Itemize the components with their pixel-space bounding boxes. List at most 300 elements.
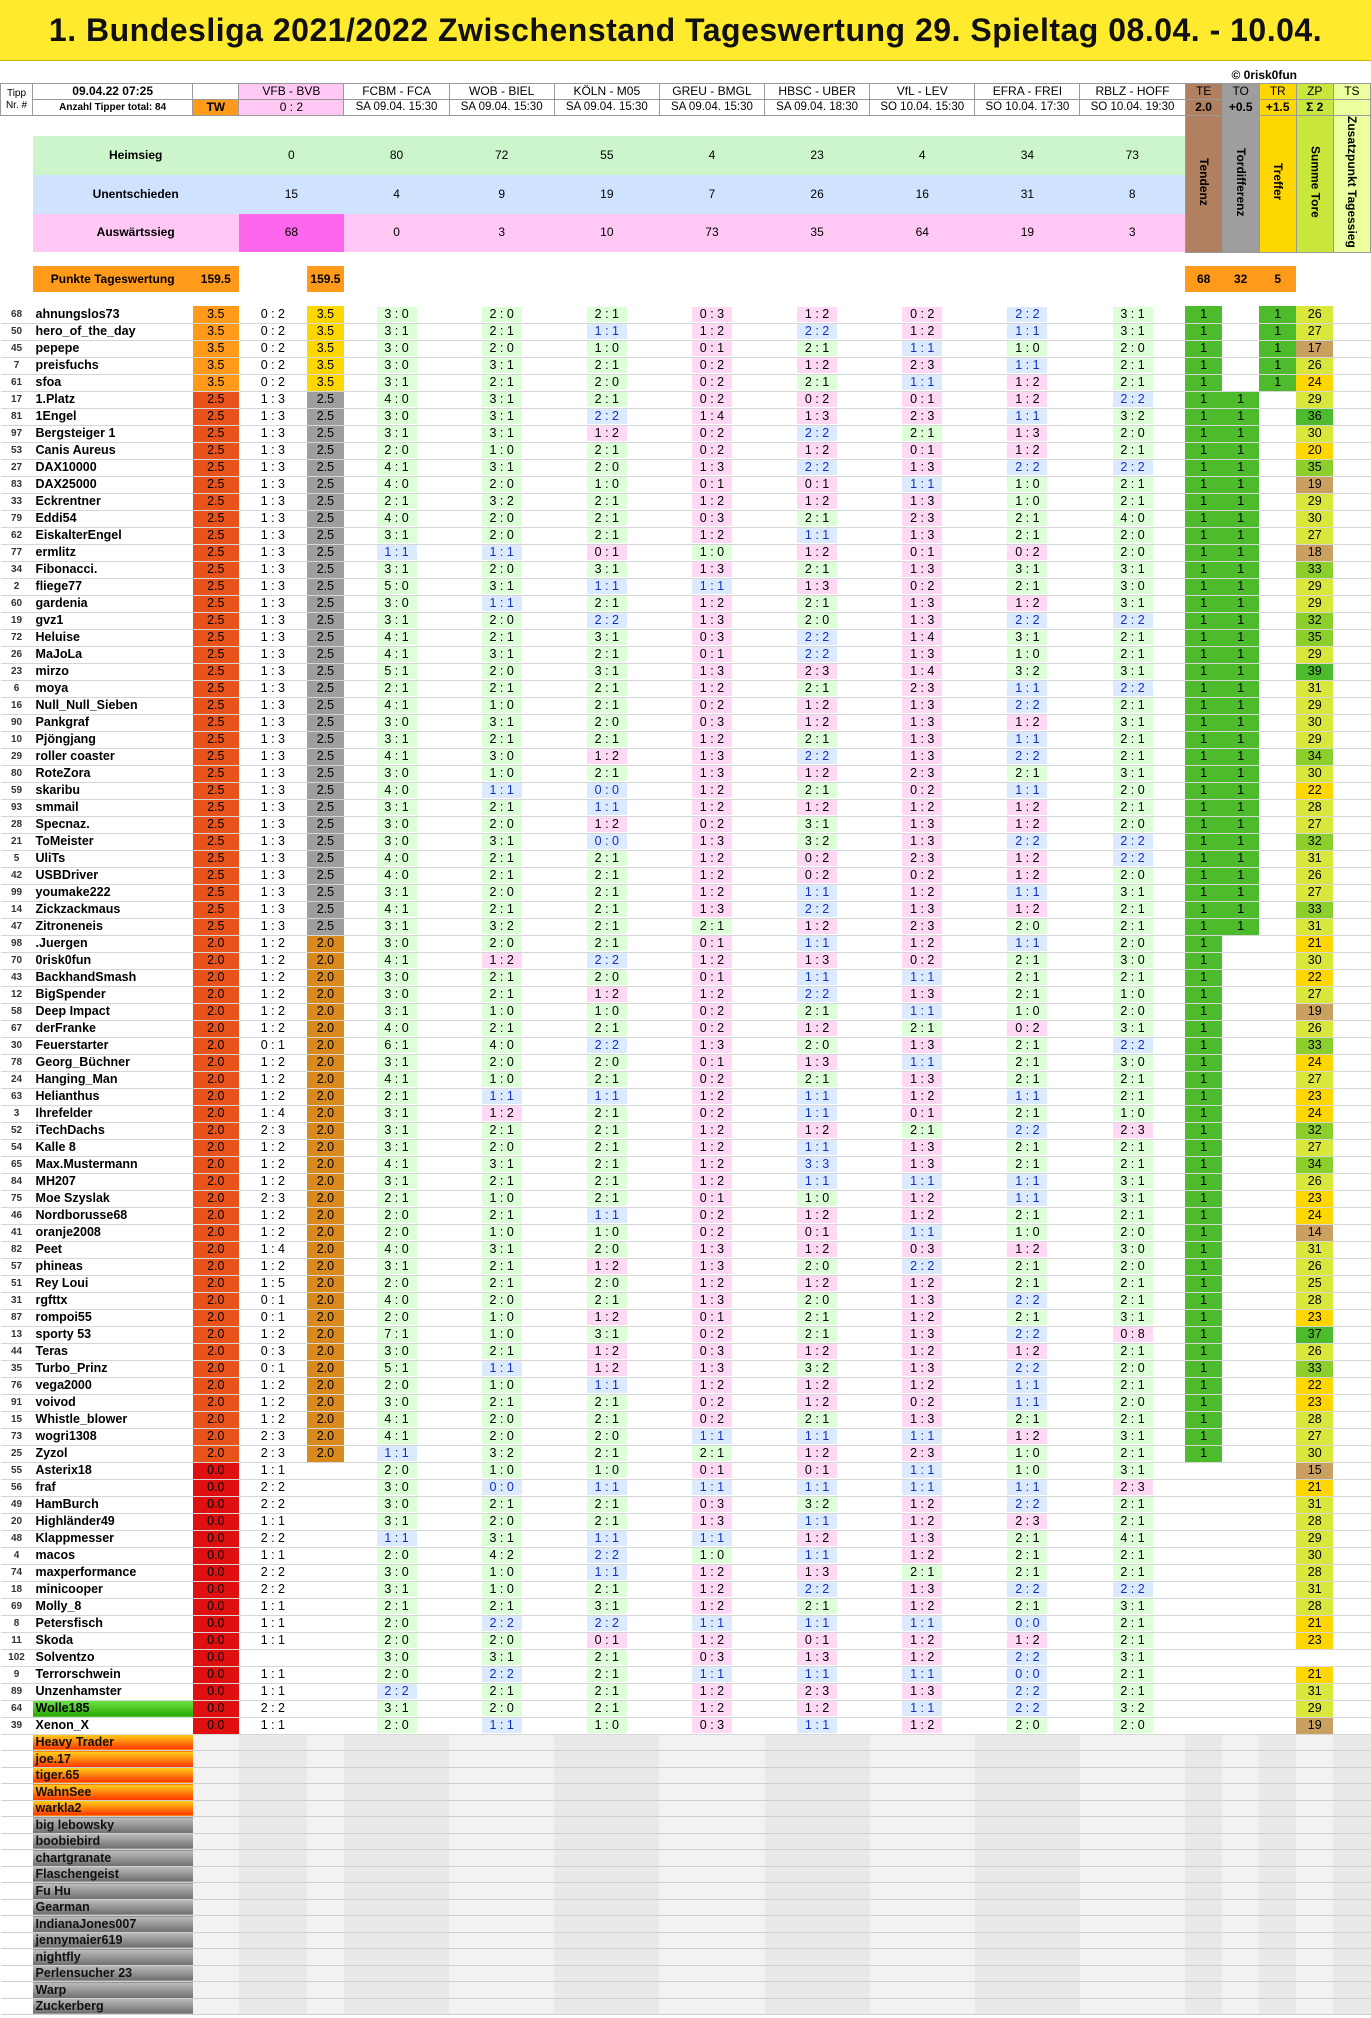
te-point [1185, 1717, 1222, 1734]
tip-value: 2 : 3 [902, 851, 942, 866]
tip-vfb-bvb-points: 2.0 [307, 952, 344, 969]
tip-cell [1080, 1513, 1185, 1530]
tip-cell [659, 1428, 764, 1445]
tip-cell [765, 459, 870, 476]
player-name: Terrorschwein [33, 1666, 193, 1683]
tr-point [1259, 1020, 1296, 1037]
player-points: 2.0 [193, 1003, 239, 1020]
tip-value: 2 : 1 [1007, 1140, 1047, 1155]
ts-point [1333, 459, 1370, 476]
te-point: 1 [1185, 340, 1222, 357]
to-point [1222, 1037, 1259, 1054]
tip-cell [344, 1258, 449, 1275]
te-point: 1 [1185, 1088, 1222, 1105]
tip-cell [659, 1462, 764, 1479]
tip-value: 2 : 3 [797, 1684, 837, 1699]
tip-value: 3 : 1 [377, 375, 417, 390]
tip-value: 4 : 1 [377, 647, 417, 662]
tip-vfb-bvb: 1 : 4 [239, 1241, 307, 1258]
zp-sum: 20 [1296, 442, 1333, 459]
tip-cell [870, 544, 975, 561]
tip-cell [449, 544, 554, 561]
tip-value: 2 : 1 [482, 868, 522, 883]
tipp-number: 76 [1, 1377, 33, 1394]
player-points: 0.0 [193, 1564, 239, 1581]
tip-value: 2 : 2 [797, 426, 837, 441]
tip-value: 1 : 3 [902, 460, 942, 475]
tip-value: 1 : 1 [1007, 732, 1047, 747]
player-row [1, 1003, 1371, 1020]
tip-cell [975, 578, 1080, 595]
ts-point [1333, 918, 1370, 935]
tip-cell [765, 1173, 870, 1190]
home-count: 0 [239, 136, 344, 175]
tipp-number: 68 [1, 306, 33, 323]
tip-value: 2 : 1 [482, 681, 522, 696]
te-point: 1 [1185, 1139, 1222, 1156]
tip-cell [554, 1411, 659, 1428]
tip-value: 0 : 8 [1113, 1327, 1153, 1342]
tip-value: 1 : 3 [902, 732, 942, 747]
player-name: EiskalterEngel [33, 527, 193, 544]
tip-cell [344, 1071, 449, 1088]
tip-vfb-bvb-points: 2.5 [307, 663, 344, 680]
tipp-number: 69 [1, 1598, 33, 1615]
tip-value: 3 : 0 [377, 817, 417, 832]
tip-cell [870, 357, 975, 374]
tip-value: 2 : 1 [1113, 1446, 1153, 1461]
tip-cell [659, 561, 764, 578]
tip-cell [659, 1360, 764, 1377]
game-label: FCBM - FCA [344, 84, 449, 100]
tip-cell [870, 408, 975, 425]
tip-value: 1 : 2 [797, 1123, 837, 1138]
tip-value: 0 : 1 [797, 1633, 837, 1648]
player-row [1, 527, 1371, 544]
away-count: 68 [239, 214, 344, 253]
tip-cell [975, 527, 1080, 544]
tip-value: 3 : 1 [377, 885, 417, 900]
tip-value: 1 : 2 [1007, 851, 1047, 866]
tip-cell [659, 714, 764, 731]
player-row [1, 1071, 1371, 1088]
tip-value: 2 : 1 [1113, 1684, 1153, 1699]
tr-point [1259, 1615, 1296, 1632]
tip-value: 1 : 2 [902, 324, 942, 339]
match-time: SO 10.04. 19:30 [1080, 100, 1185, 116]
tip-value: 1 : 3 [902, 834, 942, 849]
player-row [1, 1326, 1371, 1343]
player-points: 2.0 [193, 986, 239, 1003]
player-name: ahnungslos73 [33, 306, 193, 323]
tr-point [1259, 1139, 1296, 1156]
to-point: 1 [1222, 697, 1259, 714]
tip-value: 2 : 2 [1113, 392, 1153, 407]
tip-value: 3 : 2 [482, 919, 522, 934]
tip-cell [870, 1581, 975, 1598]
player-row [1, 1479, 1371, 1496]
te-point: 1 [1185, 748, 1222, 765]
tip-value: 2 : 2 [1007, 1497, 1047, 1512]
match-time: SO 10.04. 17:30 [975, 100, 1080, 116]
player-row [1, 935, 1371, 952]
tip-value: 3 : 0 [377, 1650, 417, 1665]
tip-value: 1 : 2 [1007, 1344, 1047, 1359]
tip-cell [554, 1649, 659, 1666]
tip-value: 1 : 1 [377, 1531, 417, 1546]
tip-vfb-bvb-points: 2.0 [307, 1054, 344, 1071]
tip-cell [344, 1462, 449, 1479]
player-name: Bergsteiger 1 [33, 425, 193, 442]
tip-value: 2 : 1 [1007, 1599, 1047, 1614]
player-points: 2.5 [193, 697, 239, 714]
tip-value: 4 : 0 [377, 392, 417, 407]
player-row [1, 1377, 1371, 1394]
tip-value: 2 : 0 [482, 341, 522, 356]
tip-cell [554, 340, 659, 357]
tip-value: 2 : 1 [482, 987, 522, 1002]
tip-value: 3 : 1 [1113, 885, 1153, 900]
tip-value: 2 : 1 [587, 885, 627, 900]
to-point [1222, 1717, 1259, 1734]
tip-cell [344, 1156, 449, 1173]
tip-value: 3 : 1 [1113, 307, 1153, 322]
tip-value: 1 : 2 [692, 783, 732, 798]
tip-vfb-bvb: 1 : 2 [239, 1003, 307, 1020]
tip-cell [449, 697, 554, 714]
to-point [1222, 952, 1259, 969]
player-points: 2.0 [193, 1190, 239, 1207]
tip-cell [765, 799, 870, 816]
tip-cell [975, 442, 1080, 459]
player-points: 2.0 [193, 1139, 239, 1156]
punkte-bvb: 159.5 [307, 266, 344, 292]
tip-value: 3 : 1 [1113, 1599, 1153, 1614]
tip-vfb-bvb-points: 2.5 [307, 680, 344, 697]
tip-cell [344, 748, 449, 765]
tip-value: 1 : 4 [902, 664, 942, 679]
tip-value: 2 : 0 [377, 1208, 417, 1223]
tip-cell [1080, 663, 1185, 680]
tip-vfb-bvb: 1 : 1 [239, 1632, 307, 1649]
tip-value: 1 : 0 [482, 698, 522, 713]
tip-value: 2 : 1 [482, 970, 522, 985]
tip-value: 0 : 1 [692, 341, 732, 356]
inactive-tipper-name: Gearman [33, 1899, 193, 1916]
tip-value: 2 : 0 [1113, 868, 1153, 883]
tip-value: 1 : 3 [797, 409, 837, 424]
tip-cell [554, 1360, 659, 1377]
te-point: 1 [1185, 391, 1222, 408]
player-name: phineas [33, 1258, 193, 1275]
te-point: 1 [1185, 544, 1222, 561]
tip-cell [765, 1700, 870, 1717]
tr-point [1259, 1377, 1296, 1394]
tip-value: 2 : 1 [587, 1412, 627, 1427]
tr-point [1259, 442, 1296, 459]
tip-value: 1 : 2 [797, 1242, 837, 1257]
tip-value: 2 : 1 [482, 375, 522, 390]
tipp-number: 55 [1, 1462, 33, 1479]
tip-cell [554, 1292, 659, 1309]
tip-value: 1 : 2 [692, 1633, 732, 1648]
tip-cell [1080, 799, 1185, 816]
tipp-number: 79 [1, 510, 33, 527]
tip-value: 1 : 2 [1007, 715, 1047, 730]
inactive-tipper-name: boobiebird [33, 1833, 193, 1850]
tip-value: 0 : 2 [797, 851, 837, 866]
tip-cell [659, 748, 764, 765]
to-point [1222, 1020, 1259, 1037]
tip-value: 2 : 0 [587, 1429, 627, 1444]
tip-value: 4 : 1 [377, 1429, 417, 1444]
tip-value: 0 : 0 [587, 783, 627, 798]
player-name: vega2000 [33, 1377, 193, 1394]
player-row [1, 646, 1371, 663]
tip-vfb-bvb-points: 2.0 [307, 1139, 344, 1156]
player-name: Specnaz. [33, 816, 193, 833]
tipp-number: 9 [1, 1666, 33, 1683]
tip-cell [659, 1479, 764, 1496]
tip-value: 3 : 0 [377, 1395, 417, 1410]
tip-cell [870, 1547, 975, 1564]
player-points: 0.0 [193, 1615, 239, 1632]
to-point [1222, 1241, 1259, 1258]
player-points: 2.5 [193, 527, 239, 544]
tip-value: 1 : 2 [797, 919, 837, 934]
tip-value: 2 : 1 [587, 1650, 627, 1665]
tip-value: 2 : 1 [1113, 1667, 1153, 1682]
tip-cell [554, 306, 659, 323]
player-row [1, 918, 1371, 935]
tip-value: 2 : 1 [377, 494, 417, 509]
te-point: 1 [1185, 969, 1222, 986]
tip-cell [344, 1360, 449, 1377]
tip-cell [344, 1615, 449, 1632]
zp-sum: 29 [1296, 493, 1333, 510]
tip-cell [1080, 1632, 1185, 1649]
to-point [1222, 1479, 1259, 1496]
tip-value: 1 : 1 [482, 1718, 522, 1733]
tip-value: 1 : 1 [902, 375, 942, 390]
tip-cell [765, 663, 870, 680]
tip-cell [554, 323, 659, 340]
tip-value: 1 : 0 [587, 341, 627, 356]
tip-value: 1 : 3 [692, 834, 732, 849]
tip-cell [554, 1343, 659, 1360]
tip-vfb-bvb-points [307, 1615, 344, 1632]
tip-vfb-bvb-points [307, 1479, 344, 1496]
tip-value: 2 : 1 [587, 1701, 627, 1716]
tip-vfb-bvb: 1 : 3 [239, 884, 307, 901]
tip-value: 2 : 0 [482, 1055, 522, 1070]
tip-cell [1080, 850, 1185, 867]
tip-cell [344, 476, 449, 493]
tip-value: 2 : 2 [1007, 1293, 1047, 1308]
tip-value: 3 : 1 [1113, 1463, 1153, 1478]
tip-cell [870, 765, 975, 782]
tip-cell [659, 884, 764, 901]
tip-value: 1 : 1 [797, 936, 837, 951]
tip-cell [449, 1513, 554, 1530]
tip-value: 1 : 1 [902, 477, 942, 492]
tip-value: 2 : 3 [1113, 1480, 1153, 1495]
inactive-tipper-name: tiger.65 [33, 1767, 193, 1784]
player-name: smmail [33, 799, 193, 816]
ts-point [1333, 1530, 1370, 1547]
te-point: 1 [1185, 1343, 1222, 1360]
te-point [1185, 1581, 1222, 1598]
tip-cell [870, 1683, 975, 1700]
tip-value: 2 : 1 [797, 1310, 837, 1325]
tip-cell [1080, 1326, 1185, 1343]
tip-cell [1080, 884, 1185, 901]
tip-cell [554, 867, 659, 884]
tip-cell [765, 850, 870, 867]
tip-vfb-bvb-points: 2.5 [307, 561, 344, 578]
inactive-tipper-row [1, 1751, 1371, 1768]
to-point: 1 [1222, 408, 1259, 425]
tip-cell [449, 782, 554, 799]
to-point [1222, 1258, 1259, 1275]
player-name: gardenia [33, 595, 193, 612]
player-row [1, 986, 1371, 1003]
ts-point [1333, 340, 1370, 357]
tip-cell [554, 816, 659, 833]
player-row [1, 1020, 1371, 1037]
tip-cell [554, 527, 659, 544]
tip-cell [975, 1020, 1080, 1037]
tip-cell [554, 476, 659, 493]
tip-value: 1 : 1 [797, 1480, 837, 1495]
tip-value: 2 : 2 [797, 647, 837, 662]
to-point [1222, 1343, 1259, 1360]
te-point: 1 [1185, 731, 1222, 748]
te-point: 1 [1185, 714, 1222, 731]
tip-value: 2 : 2 [1007, 1582, 1047, 1597]
tip-cell [1080, 1479, 1185, 1496]
tip-cell [765, 1122, 870, 1139]
tip-value: 1 : 3 [902, 1684, 942, 1699]
tip-cell [554, 1615, 659, 1632]
tip-value: 1 : 3 [692, 460, 732, 475]
player-points: 3.5 [193, 306, 239, 323]
tip-cell [975, 1139, 1080, 1156]
tip-value: 2 : 1 [1007, 1310, 1047, 1325]
zp-sum: 26 [1296, 306, 1333, 323]
tr-point [1259, 1190, 1296, 1207]
tip-cell [449, 629, 554, 646]
ts-point [1333, 952, 1370, 969]
te-point: 1 [1185, 1207, 1222, 1224]
tip-value: 3 : 1 [377, 613, 417, 628]
tip-cell [975, 391, 1080, 408]
te-point: 1 [1185, 493, 1222, 510]
player-points: 2.0 [193, 935, 239, 952]
tip-vfb-bvb: 1 : 1 [239, 1683, 307, 1700]
tip-value: 1 : 2 [902, 885, 942, 900]
tip-cell [449, 323, 554, 340]
tip-cell [659, 1394, 764, 1411]
tip-cell [659, 816, 764, 833]
tr-point: 1 [1259, 357, 1296, 374]
tip-cell [659, 918, 764, 935]
tipp-number: 18 [1, 1581, 33, 1598]
tip-value: 2 : 0 [1113, 936, 1153, 951]
tip-cell [765, 1445, 870, 1462]
tip-value: 0 : 2 [692, 1327, 732, 1342]
tip-value: 1 : 2 [692, 494, 732, 509]
tr-point [1259, 731, 1296, 748]
tip-cell [449, 765, 554, 782]
tip-cell [765, 1309, 870, 1326]
player-points: 2.5 [193, 476, 239, 493]
te-point: 1 [1185, 1071, 1222, 1088]
tip-value: 2 : 1 [482, 851, 522, 866]
tip-value: 1 : 3 [692, 613, 732, 628]
tip-cell [975, 1292, 1080, 1309]
tip-cell [344, 510, 449, 527]
player-name: Heluise [33, 629, 193, 646]
tip-cell [449, 646, 554, 663]
tip-cell [975, 408, 1080, 425]
tip-cell [449, 1462, 554, 1479]
tip-value: 3 : 1 [587, 1599, 627, 1614]
tipp-number: 61 [1, 374, 33, 391]
player-name: Moe Szyslak [33, 1190, 193, 1207]
tip-value: 1 : 2 [797, 766, 837, 781]
to-point [1222, 1530, 1259, 1547]
tip-value: 1 : 2 [692, 1174, 732, 1189]
tip-cell [449, 1207, 554, 1224]
to-point: 1 [1222, 391, 1259, 408]
tr-point [1259, 1088, 1296, 1105]
tip-cell [870, 1394, 975, 1411]
tipp-number: 23 [1, 663, 33, 680]
te-point: 1 [1185, 1258, 1222, 1275]
tip-cell [659, 1241, 764, 1258]
tip-vfb-bvb: 0 : 1 [239, 1309, 307, 1326]
ts-point [1333, 731, 1370, 748]
tr-point [1259, 1037, 1296, 1054]
player-name: Pjöngjang [33, 731, 193, 748]
tip-value: 2 : 0 [587, 715, 627, 730]
tip-value: 2 : 0 [377, 1633, 417, 1648]
tip-cell [975, 867, 1080, 884]
tip-cell [870, 1513, 975, 1530]
tip-cell [554, 442, 659, 459]
tip-value: 0 : 2 [692, 392, 732, 407]
tip-cell [344, 1173, 449, 1190]
tip-vfb-bvb: 1 : 1 [239, 1547, 307, 1564]
zp-sum: 27 [1296, 884, 1333, 901]
zp-sum: 19 [1296, 476, 1333, 493]
tip-value: 2 : 2 [587, 613, 627, 628]
player-row [1, 1581, 1371, 1598]
tip-value: 1 : 2 [692, 1582, 732, 1597]
tip-value: 1 : 2 [902, 1650, 942, 1665]
tipp-number: 62 [1, 527, 33, 544]
player-points: 2.0 [193, 1156, 239, 1173]
tip-cell [659, 1156, 764, 1173]
player-row [1, 1292, 1371, 1309]
tip-vfb-bvb-points: 3.5 [307, 374, 344, 391]
player-row [1, 340, 1371, 357]
player-points: 2.0 [193, 1326, 239, 1343]
tip-value: 1 : 2 [902, 800, 942, 815]
tr-point [1259, 1241, 1296, 1258]
tip-value: 3 : 1 [377, 1055, 417, 1070]
